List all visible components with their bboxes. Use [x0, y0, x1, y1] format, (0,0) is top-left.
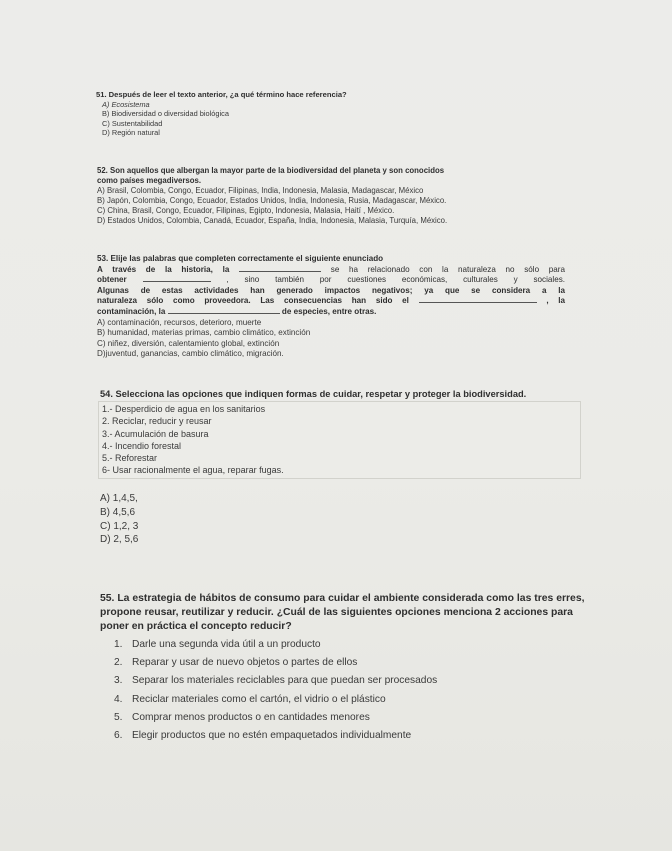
- question-53-text: A través de la historia, la: [97, 264, 230, 274]
- question-53-sentence-line-5: [97, 307, 565, 318]
- option-text: Reciclar materiales como el cartón, el vidrio o el plástico: [132, 693, 386, 705]
- question-53-option-b[interactable]: B) humanidad, materias primas, cambio climático, extinción: [97, 328, 311, 338]
- question-52-option-a[interactable]: A) Brasil, Colombia, Congo, Ecuador, Filipinas, India, Indonesia, Malasia, Madagascar, México: [97, 186, 424, 195]
- question-54-item-6: 6- Usar racionalmente el agua, reparar fugas.: [102, 465, 284, 476]
- option-text: Elegir productos que no estén empaquetados individualmente: [132, 730, 412, 742]
- question-55-option-5[interactable]: [114, 709, 620, 727]
- question-55-option-4[interactable]: [114, 691, 620, 709]
- question-53-text: contaminación, la: [97, 306, 166, 316]
- question-53-sentence-line-4: [97, 296, 565, 307]
- question-54-item-4: 4.- Incendio forestal: [102, 440, 182, 451]
- option-text: Reparar y usar de nuevo objetos o partes de ellos: [132, 657, 358, 669]
- question-54-option-a[interactable]: A) 1,4,5,: [100, 493, 138, 505]
- question-52: [97, 166, 567, 226]
- question-53-text: , sino también por cuestiones económicas, culturales y sociales.: [226, 275, 565, 285]
- question-55-option-2[interactable]: [114, 654, 620, 672]
- question-51-option-a[interactable]: A) Ecosistema: [102, 99, 150, 109]
- question-55-option-1[interactable]: [114, 636, 620, 654]
- question-54-option-b[interactable]: B) 4,5,6: [100, 507, 136, 519]
- question-54-item-5: 5.- Reforestar: [102, 453, 158, 464]
- question-53-text: , la: [546, 296, 566, 306]
- question-54-items-box: [98, 401, 581, 479]
- question-52-stem-line-1: 52. Son aquellos que albergan la mayor parte de la biodiversidad del planeta y son conocidos: [97, 166, 445, 175]
- question-53: [97, 254, 565, 360]
- question-51-option-b[interactable]: B) Biodiversidad o diversidad biológica: [102, 109, 229, 118]
- question-52-option-b[interactable]: B) Japón, Colombia, Congo, Ecuador, Estados Unidos, India, Indonesia, Rusia, Madagascar, México.: [97, 196, 447, 205]
- question-53-text: naturaleza sólo como proveedora. Las consecuencias han sido el: [97, 296, 409, 306]
- question-55-stem-line-2: propone reusar, reutilizar y reducir. ¿Cuál de las siguientes opciones menciona 2 acciones para: [100, 607, 573, 618]
- question-54: [100, 388, 580, 547]
- question-54-stem: 54. Selecciona las opciones que indiquen formas de cuidar, respetar y proteger la biodiversidad.: [100, 389, 527, 399]
- question-55-options-list: [100, 636, 620, 745]
- option-number: 5.: [114, 711, 123, 723]
- question-53-option-d[interactable]: D)juventud, ganancias, cambio climático, migración.: [97, 349, 284, 359]
- option-number: 1.: [114, 639, 123, 650]
- question-54-choices: [100, 492, 580, 546]
- question-51: [96, 90, 496, 138]
- question-55-stem-line-1: 55. La estrategia de hábitos de consumo para cuidar el ambiente considerada como las tres erres,: [100, 593, 585, 604]
- question-53-blank-3[interactable]: [419, 302, 537, 303]
- question-54-item-2: 2. Reciclar, reducir y reusar: [102, 416, 212, 427]
- question-53-blank-4[interactable]: [168, 313, 280, 314]
- option-number: 2.: [114, 657, 123, 669]
- question-55-option-3[interactable]: [114, 672, 620, 690]
- question-52-option-d[interactable]: D) Estados Unidos, Colombia, Canadá, Ecuador, España, India, Indonesia, Malasia, Turquía, México.: [97, 216, 448, 225]
- option-number: 6.: [114, 730, 123, 742]
- question-51-option-d[interactable]: D) Región natural: [102, 128, 160, 137]
- question-54-option-c[interactable]: C) 1,2, 3: [100, 520, 139, 532]
- question-53-sentence-line-1: [97, 265, 565, 276]
- question-51-option-c[interactable]: C) Sustentabilidad: [102, 118, 163, 128]
- question-53-sentence-line-3: Algunas de estas actividades han generado impactos negativos; ya que se considera a la: [97, 285, 565, 295]
- option-text: Separar los materiales reciclables para que puedan ser procesados: [132, 675, 438, 687]
- question-55-stem-line-3: poner en práctica el concepto reducir?: [100, 621, 292, 632]
- question-53-text: se ha relacionado con la naturaleza no sólo para: [330, 264, 566, 274]
- question-53-option-a[interactable]: A) contaminación, recursos, deterioro, muerte: [97, 317, 262, 327]
- question-53-blank-1[interactable]: [239, 271, 321, 272]
- question-52-stem-line-2: como países megadiversos.: [97, 176, 202, 185]
- question-53-option-c[interactable]: C) niñez, diversión, calentamiento global, extinción: [97, 338, 280, 348]
- question-55: [100, 592, 620, 745]
- question-53-text: de especies, entre otras.: [281, 306, 377, 316]
- question-54-item-3: 3.- Acumulación de basura: [102, 428, 209, 439]
- question-53-blank-2[interactable]: [143, 281, 211, 282]
- option-number: 4.: [114, 693, 123, 705]
- question-53-stem: 53. Elije las palabras que completen correctamente el siguiente enunciado: [97, 254, 384, 263]
- option-text: Comprar menos productos o en cantidades menores: [132, 711, 370, 723]
- question-55-option-6[interactable]: [114, 727, 620, 745]
- question-54-item-1: 1.- Desperdicio de agua en los sanitarios: [102, 404, 266, 415]
- question-54-option-d[interactable]: D) 2, 5,6: [100, 534, 139, 546]
- question-52-option-c[interactable]: C) China, Brasil, Congo, Ecuador, Filipinas, Egipto, Indonesia, Malasia, Haití , México.: [97, 206, 395, 215]
- question-51-stem: 51. Después de leer el texto anterior, ¿a qué término hace referencia?: [96, 90, 347, 99]
- option-number: 3.: [114, 675, 123, 687]
- option-text: Darle una segunda vida útil a un producto: [132, 639, 321, 650]
- question-53-text: obtener: [97, 275, 127, 285]
- question-53-sentence-line-2: [97, 275, 565, 286]
